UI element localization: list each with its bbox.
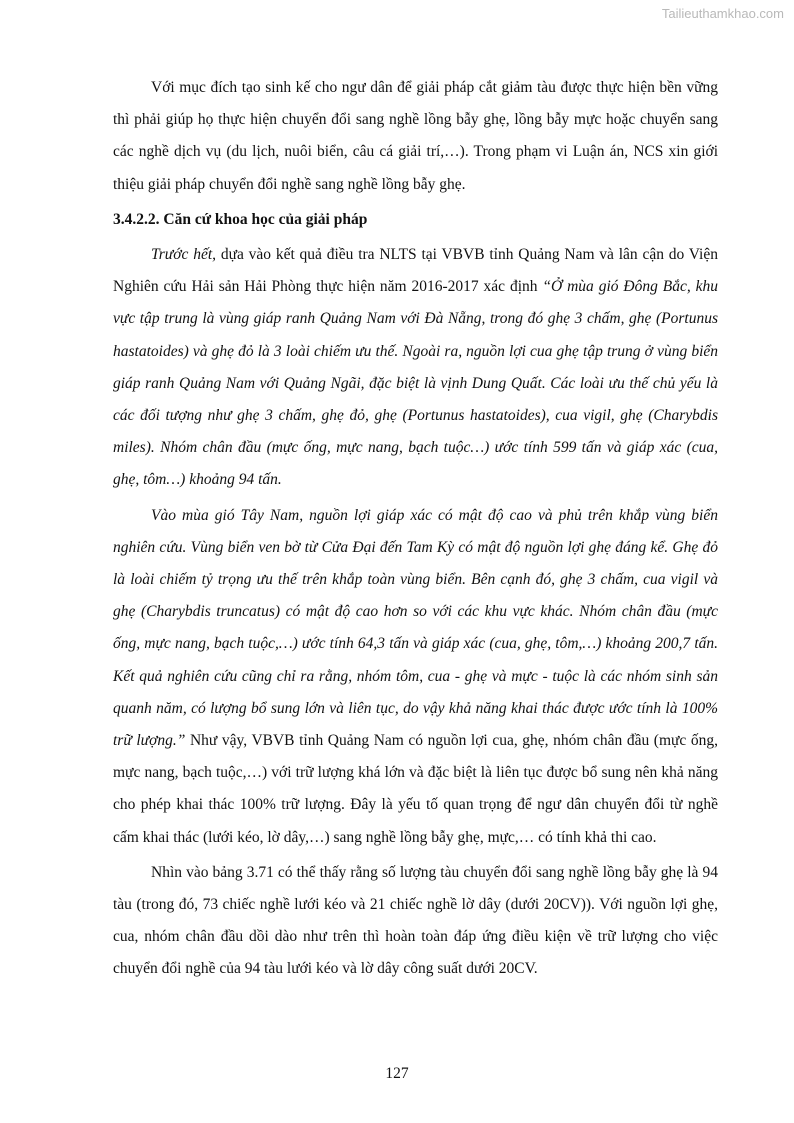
paragraph-conversion: Nhìn vào bảng 3.71 có thể thấy rằng số lượng tàu chuyển đổi sang nghề lồng bẫy ghẹ là 94 tàu (trong đó, 73 chiếc nghề lưới kéo và 21 chiếc nghề lờ dây (dưới 20CV)). Với nguồn lợi ghẹ, cua, nhóm chân đầu dồi dào như trên thì hoàn toàn đáp ứng điều kiện về trữ lượng cho việc chuyển đổi nghề của 94 tàu lưới kéo và lờ dây công suất dưới 20CV. (113, 863, 718, 978)
watermark: Tailieuthamkhao.com (661, 6, 784, 21)
paragraph-intro: Với mục đích tạo sinh kế cho ngư dân để giải pháp cắt giảm tàu được thực hiện bền vững thì phải giúp họ thực hiện chuyển đổi sang nghề lồng bẫy ghẹ, lồng bẫy mực hoặc chuyển sang các nghề dịch vụ (du lịch, nuôi biển, câu cá giải trí,…). Trong phạm vi Luận án, NCS xin giới thiệu giải pháp chuyển đổi nghề sang nghề lồng bẫy ghẹ. (113, 79, 718, 193)
paragraph-text: dựa vào kết quả điều tra NLTS tại VBVB tỉnh Quảng Nam và lân cận do Viện Nghiên cứu Hải sản Hải Phòng thực hiện năm 2016-2017 xác định (113, 246, 718, 296)
page-number: 127 (385, 1065, 409, 1082)
quoted-text: “Ở mùa gió Đông Bắc, khu vực tập trung là vùng giáp ranh Quảng Nam với Đà Nẵng, trong đó ghẹ 3 chấm, ghẹ (Portunus hastatoides) và ghẹ đỏ là 3 loài chiếm ưu thế. Ngoài ra, nguồn lợi cua ghẹ tập trung ở vùng biển giáp ranh Quảng Nam với Quảng Ngãi, đặc biệt là vịnh Dung Quất. Các loài ưu thế chủ yếu là các đối tượng như ghẹ 3 chấm, ghẹ đỏ, ghẹ (Portunus hastatoides), cua vigil, ghẹ (Charybdis miles). Nhóm chân đầu (mực ống, mực nang, bạch tuộc…) ước tính 599 tấn và giáp xác (cua, ghẹ, tôm…) khoảng 94 tấn. (113, 278, 718, 489)
quoted-text: Vào mùa gió Tây Nam, nguồn lợi giáp xác có mật độ cao và phủ trên khắp vùng biển nghiên cứu. Vùng biển ven bờ từ Cửa Đại đến Tam Kỳ có mật độ nguồn lợi ghẹ đáng kể. Ghẹ đỏ là loài chiếm tỷ trọng ưu thế trên khắp toàn vùng biển. Bên cạnh đó, ghẹ 3 chấm, cua vigil và ghẹ (Charybdis truncatus) có mật độ cao hơn so với các khu vực khác. Nhóm chân đầu (mực ống, mực nang, bạch tuộc,…) ước tính 64,3 tấn và giáp xác (cua, ghẹ, tôm,…) khoảng 200,7 tấn. Kết quả nghiên cứu cũng chỉ ra rằng, nhóm tôm, cua - ghẹ và mực - tuộc là các nhóm sinh sản quanh năm, có lượng bổ sung lớn và liên tục, do vậy khả năng khai thác được ước tính là 100% trữ lượng.” (113, 506, 718, 750)
section-heading: 3.4.2.2. Căn cứ khoa học của giải pháp (113, 210, 368, 228)
document-body (113, 72, 718, 986)
paragraph-scientific-basis (113, 239, 718, 497)
paragraph-southwest-monsoon (113, 500, 718, 854)
paragraph-text: Như vậy, VBVB tỉnh Quảng Nam có nguồn lợi cua, ghẹ, nhóm chân đầu (mực ống, mực nang, bạch tuộc,…) với trữ lượng khá lớn và đặc biệt là liên tục được bổ sung nên khả năng cho phép khai thác 100% trữ lượng. Đây là yếu tố quan trọng để ngư dân chuyển đổi từ nghề cấm khai thác (lưới kéo, lờ dây,…) sang nghề lồng bẫy ghẹ, mực,… có tính khả thi cao. (113, 732, 718, 846)
paragraph-lead: Trước hết, (151, 246, 217, 264)
